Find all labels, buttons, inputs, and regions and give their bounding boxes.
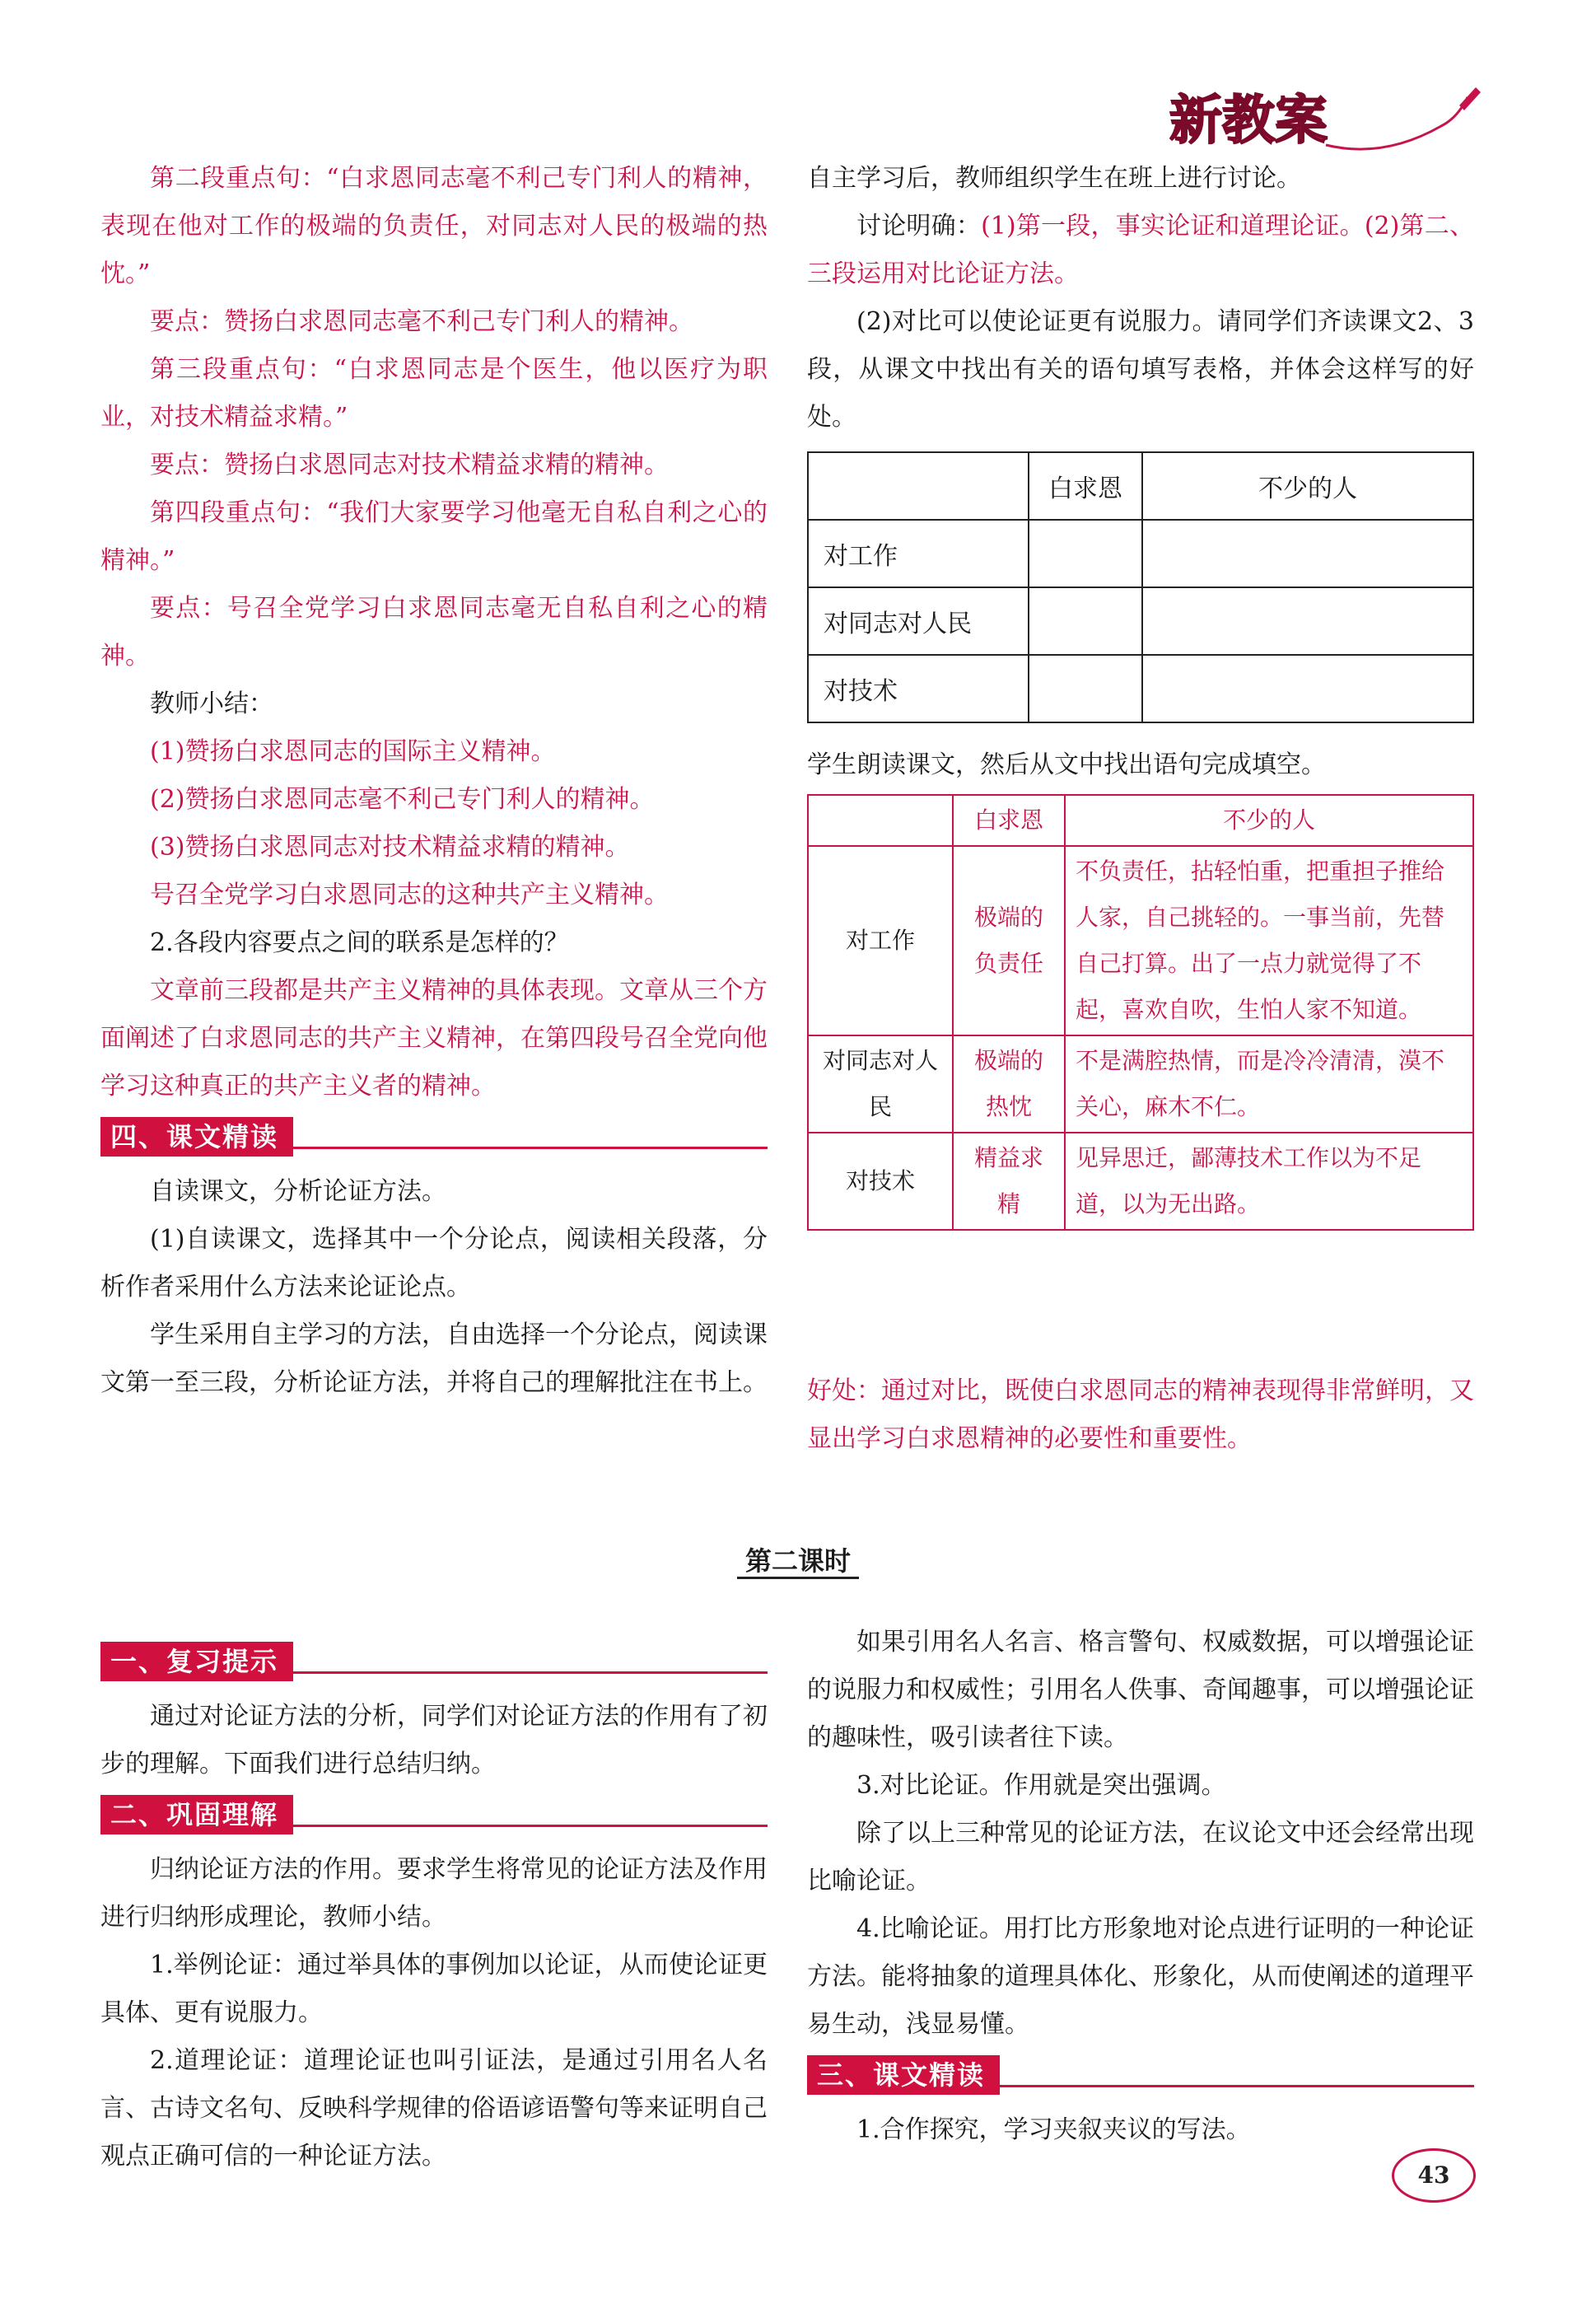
paragraph: 自主学习后，教师组织学生在班上进行讨论。 [807,164,1301,193]
others-cell: 见异思迁，鄙薄技术工作以为不足道，以为无出路。 [1065,1133,1473,1230]
table-row [808,1133,1473,1230]
paragraph: 要点：赞扬白求恩同志对技术精益求精的精神。 [150,451,669,479]
paragraph: 教师小结： [150,689,273,718]
paragraph: 第二段重点句：“白求恩同志毫不利己专门利人的精神，表现在他对工作的极端的负责任，对同志对人民的极端的热忱。” [100,164,768,288]
paragraph: (2)赞扬白求恩同志毫不利己专门利人的精神。 [150,785,655,814]
paragraph: 通过对论证方法的分析，同学们对论证方法的作用有了初步的理解。下面我们进行总结归纳。 [100,1702,768,1778]
page-number: 43 [1392,2148,1476,2203]
paragraph: 第四段重点句：“我们大家要学习他毫无自私自利之心的精神。” [100,498,768,575]
section-heading-label: 二、巩固理解 [100,1795,293,1834]
paragraph: 如果引用名人名言、格言警句、权威数据，可以增强论证的说服力和权威性；引用名人佚事、奇闻趣事，可以增强论证的趣味性，吸引读者往下读。 [807,1628,1474,1752]
right-benefit-text [807,1367,1474,1463]
paragraph: 文章前三段都是共产主义精神的具体表现。文章从三个方面阐述了白求恩同志的共产主义精神，在第四段号召全党向他学习这种真正的共产主义者的精神。 [100,976,768,1101]
paragraph: 好处：通过对比，既使白求恩同志的精神表现得非常鲜明，又显出学习白求恩精神的必要性和重要性。 [807,1376,1474,1453]
paragraph: (2)对比可以使论证更有说服力。请同学们齐读课文2、3段，从课文中找出有关的语句填写表格，并体会这样写的好处。 [807,307,1474,432]
paragraph: 2.道理论证：道理论证也叫引证法，是通过引用名人名言、古诗文名句、反映科学规律的俗语谚语警句等来证明自己观点正确可信的一种论证方法。 [100,2046,768,2171]
row-label: 对技术 [808,655,1029,722]
lesson-divider [0,1540,1596,1578]
row-label: 对技术 [808,1133,953,1230]
comparison-table-filled [807,794,1474,1231]
paragraph: 要点：赞扬白求恩同志毫不利己专门利人的精神。 [150,307,693,336]
paragraph: 1.合作探究，学习夹叙夹议的写法。 [856,2115,1251,2144]
right-top-column [807,155,1474,442]
row-label: 对同志对人民 [808,1035,953,1133]
bai-cell: 极端的热忱 [953,1035,1065,1133]
paragraph: 要点：号召全党学习白求恩同志毫无自私自利之心的精神。 [100,594,768,671]
table-header: 白求恩 [953,795,1065,846]
paragraph: 2.各段内容要点之间的联系是怎样的？ [150,928,569,957]
paragraph: 4.比喻论证。用打比方形象地对论点进行证明的一种论证方法。能将抽象的道理具体化、形象化，从而使阐述的道理平易生动，浅显易懂。 [807,1914,1474,2039]
table-header: 不少的人 [1065,795,1473,846]
others-cell: 不负责任，拈轻怕重，把重担子推给人家，自己挑轻的。一事当前，先替自己打算。出了一点力就觉得了不起，喜欢自吹，生怕人家不知道。 [1065,846,1473,1035]
left-bottom-column [100,1635,768,2180]
paragraph: 1.举例论证：通过举具体的事例加以论证，从而使论证更具体、更有说服力。 [100,1951,768,2027]
table-header: 白求恩 [1029,452,1142,520]
table-row [808,846,1473,1035]
table-header [808,452,1029,520]
paragraph: 号召全党学习白求恩同志的这种共产主义精神。 [150,881,669,909]
lesson-divider-label: 第二课时 [737,1545,859,1579]
section-heading [100,1788,768,1846]
discussion-answer: (1)第一段，事实论证和道理论证。(2)第二、三段运用对比论证方法。 [807,212,1474,288]
comparison-table-blank [807,451,1474,723]
discussion-label: 讨论明确： [856,212,982,241]
section-heading-label: 四、课文精读 [100,1117,293,1157]
paragraph: 除了以上三种常见的论证方法，在议论文中还会经常出现比喻论证。 [807,1819,1474,1895]
others-cell: 不是满腔热情，而是冷冷清清，漠不关心，麻木不仁。 [1065,1035,1473,1133]
pen-icon [1459,87,1481,110]
bai-cell: 精益求精 [953,1133,1065,1230]
right-bottom-column [807,1619,1474,2154]
table-row [808,655,1473,722]
paragraph: 归纳论证方法的作用。要求学生将常见的论证方法及作用进行归纳形成理论，教师小结。 [100,1855,768,1932]
left-top-column [100,155,768,1407]
paragraph: 学生采用自主学习的方法，自由选择一个分论点，阅读课文第一至三段，分析论证方法，并将自己的理解批注在书上。 [100,1320,768,1397]
section-heading [100,1110,768,1168]
table-row [808,587,1473,655]
table-header [808,795,953,846]
row-label: 对工作 [808,846,953,1035]
row-label: 对同志对人民 [808,587,1029,655]
paragraph [807,203,1474,298]
paragraph: (1)赞扬白求恩同志的国际主义精神。 [150,737,556,766]
bai-cell: 极端的负责任 [953,846,1065,1035]
table-row [808,520,1473,587]
right-mid-text [807,741,1474,789]
paragraph: 学生朗读课文，然后从文中找出语句完成填空。 [807,750,1326,779]
paragraph: 第三段重点句：“白求恩同志是个医生，他以医疗为职业，对技术精益求精。” [100,355,768,432]
section-heading-label: 三、课文精读 [807,2055,1000,2095]
section-heading [100,1635,768,1693]
section-heading-label: 一、复习提示 [100,1642,293,1681]
paragraph: (3)赞扬白求恩同志对技术精益求精的精神。 [150,833,630,862]
section-heading [807,2049,1474,2106]
paragraph: 自读课文，分析论证方法。 [150,1177,446,1206]
paragraph: 3.对比论证。作用就是突出强调。 [856,1771,1226,1800]
row-label: 对工作 [808,520,1029,587]
logo-text: 新教案 [1169,91,1328,152]
brand-logo [1169,81,1482,163]
table-row [808,1035,1473,1133]
paragraph: (1)自读课文，选择其中一个分论点，阅读相关段落，分析作者采用什么方法来论证论点。 [100,1225,768,1302]
table-header: 不少的人 [1142,452,1473,520]
